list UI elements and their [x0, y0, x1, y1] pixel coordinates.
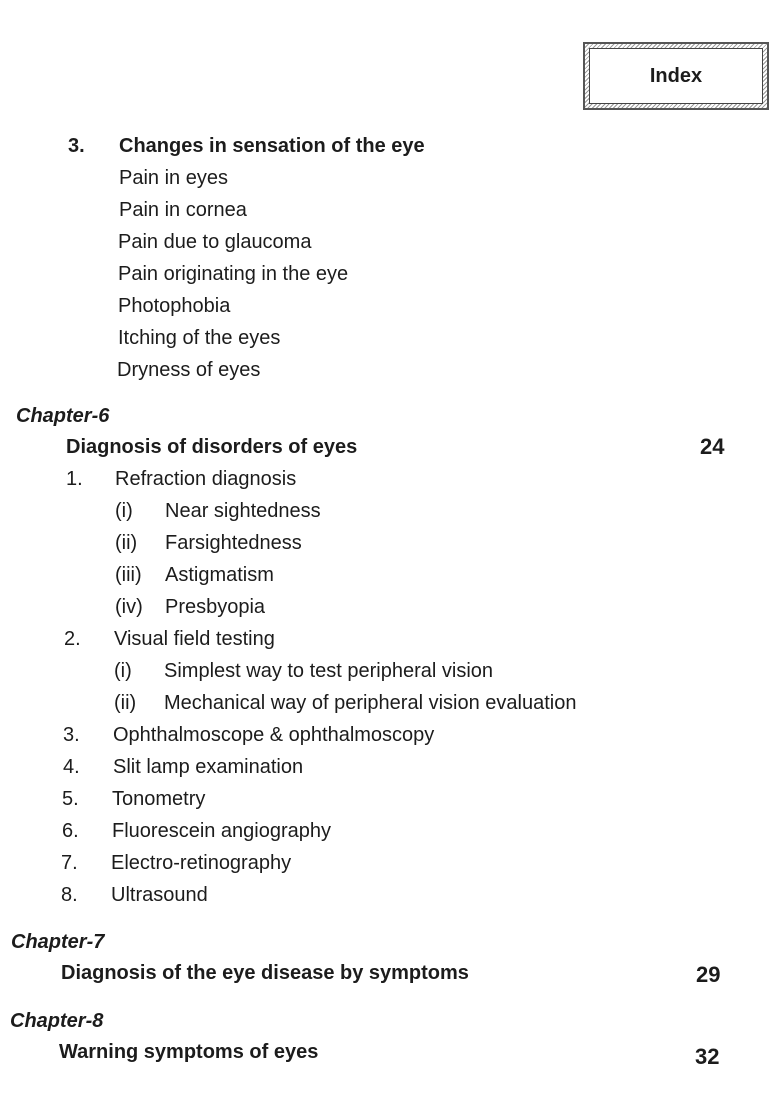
toc-item-text: Fluorescein angiography — [112, 820, 332, 842]
chapter-7-title: Diagnosis of the eye disease by symptoms — [61, 962, 469, 984]
toc-item-number: 8. — [61, 884, 78, 906]
toc-subitem-text: Presbyopia — [165, 596, 266, 618]
chapter-8-title: Warning symptoms of eyes — [59, 1041, 319, 1063]
toc-item-number: 7. — [61, 852, 78, 874]
chapter-7-label: Chapter-7 — [11, 931, 105, 953]
toc-item-number: 1. — [66, 468, 83, 490]
toc-subitem-text: Simplest way to test peripheral vision — [164, 660, 494, 682]
toc-item-text: Refraction diagnosis — [115, 468, 297, 490]
index-box — [583, 42, 769, 110]
toc-item-number: 5. — [62, 788, 79, 810]
section-3-item: Photophobia — [118, 295, 231, 317]
section-3-title: Changes in sensation of the eye — [119, 135, 425, 157]
toc-item-number: 3. — [63, 724, 80, 746]
toc-item-text: Tonometry — [112, 788, 206, 810]
section-3-number: 3. — [68, 135, 85, 157]
toc-subitem-text: Near sightedness — [165, 500, 321, 522]
section-3-item: Itching of the eyes — [118, 327, 281, 349]
chapter-8-label: Chapter-8 — [10, 1010, 104, 1032]
toc-item-text: Electro-retinography — [111, 852, 292, 874]
toc-item-number: 4. — [63, 756, 80, 778]
toc-subitem-text: Mechanical way of peripheral vision evaluation — [164, 692, 577, 714]
section-3-item: Pain in eyes — [119, 167, 228, 189]
section-3-item: Pain in cornea — [119, 199, 247, 221]
toc-item-text: Ophthalmoscope & ophthalmoscopy — [113, 724, 435, 746]
chapter-8-page: 32 — [695, 1044, 720, 1069]
chapter-6-page: 24 — [700, 434, 725, 459]
toc-subitem-text: Astigmatism — [165, 564, 274, 586]
chapter-7-page: 29 — [696, 962, 721, 987]
toc-item-number: 2. — [64, 628, 81, 650]
toc-item-number: 6. — [62, 820, 79, 842]
toc-item-text: Slit lamp examination — [113, 756, 304, 778]
toc-subitem-number: (ii) — [114, 692, 137, 714]
toc-item-text: Visual field testing — [114, 628, 275, 650]
toc-subitem-text: Farsightedness — [165, 532, 302, 554]
toc-subitem-number: (i) — [115, 500, 133, 522]
chapter-6-title: Diagnosis of disorders of eyes — [66, 436, 358, 458]
index-label: Index — [589, 48, 763, 104]
toc-subitem-number: (iv) — [115, 596, 143, 618]
chapter-6-label: Chapter-6 — [16, 405, 110, 427]
toc-subitem-number: (iii) — [115, 564, 142, 586]
toc-item-text: Ultrasound — [111, 884, 208, 906]
section-3-item: Pain originating in the eye — [118, 263, 349, 285]
toc-subitem-number: (ii) — [115, 532, 138, 554]
section-3-item: Pain due to glaucoma — [118, 231, 312, 253]
section-3-item: Dryness of eyes — [117, 359, 261, 381]
toc-subitem-number: (i) — [114, 660, 132, 682]
